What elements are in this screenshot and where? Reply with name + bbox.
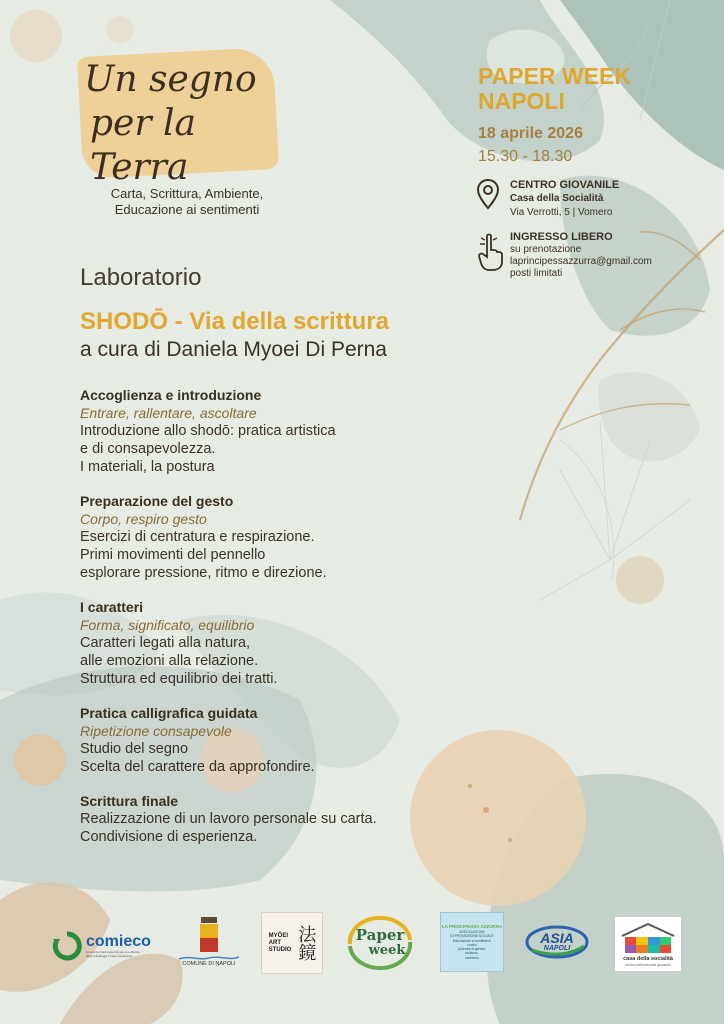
- section-line: alle emozioni alla relazione.: [80, 653, 259, 669]
- comune-napoli-logo[interactable]: [176, 910, 242, 972]
- recycle-icon: [52, 931, 82, 961]
- comieco-tagline-2: degli Imballaggi a base Cellulosica: [86, 954, 133, 958]
- principessa-line-8: razzismo: [465, 955, 479, 960]
- event-name-line-1: PAPER WEEK: [478, 63, 631, 89]
- comune-name: COMUNE DI NAPOLI: [182, 961, 236, 967]
- principessa-line-7: bullismo,: [465, 951, 479, 956]
- entry-line-3: posti limitati: [510, 268, 563, 279]
- comieco-tagline-1: Consorzio Nazionale Recupero e Riciclo: [86, 950, 140, 954]
- section-line: Realizzazione di un lavoro personale su carta.: [80, 811, 377, 827]
- section-title: Accoglienza e introduzione: [80, 387, 262, 403]
- myoei-line-2: ART: [268, 939, 281, 946]
- myoei-calligraphy: 法鏡: [295, 925, 317, 961]
- section-welcome: [80, 386, 500, 476]
- casa-socialita-logo[interactable]: [614, 916, 682, 972]
- section-line: Struttura ed equilibrio dei tratti.: [80, 671, 278, 687]
- principessa-line-3: DI PROMOZIONE SOCIALE: [450, 934, 494, 939]
- paper-week-line-1: Paper: [355, 926, 405, 944]
- house-icon: [619, 922, 677, 956]
- section-subtitle: Ripetizione consapevole: [80, 723, 232, 739]
- section-line: Primi movimenti del pennello: [80, 547, 266, 563]
- poster-title: [84, 58, 284, 190]
- section-line: Scelta del carattere da approfondire.: [80, 759, 315, 775]
- myoei-line-1: MYŌEI: [268, 932, 288, 939]
- section-final: [80, 792, 500, 846]
- casa-line-1: casa della socialità: [623, 955, 673, 962]
- lab-label: Laboratorio: [80, 264, 202, 291]
- paper-week-logo[interactable]: [340, 914, 420, 972]
- venue-address: Via Verrotti, 5 | Vomero: [510, 207, 613, 218]
- section-title: I caratteri: [80, 599, 144, 615]
- venue-name: CENTRO GIOVANILE: [510, 179, 620, 191]
- section-subtitle: Corpo, respiro gesto: [80, 511, 207, 527]
- section-line: Studio del segno: [80, 741, 189, 757]
- event-name-line-2: NAPOLI: [478, 88, 565, 114]
- principessa-line-5: contro: [467, 942, 477, 947]
- section-line: I materiali, la postura: [80, 459, 215, 475]
- asia-napoli-logo[interactable]: [524, 922, 590, 962]
- myoei-line-3: STUDIO: [268, 946, 292, 953]
- section-line: e di consapevolezza.: [80, 441, 216, 457]
- subtitle-line-2: Educazione ai sentimenti: [114, 202, 260, 217]
- section-title: Pratica calligrafica guidata: [80, 705, 258, 721]
- section-line: Condivisione di esperienza.: [80, 829, 258, 845]
- principessa-line-6: violenza di genere,: [457, 947, 487, 952]
- asia-line-2: NAPOLI: [543, 944, 571, 952]
- venue-info: [510, 178, 619, 220]
- entry-email[interactable]: laprincipessazzurra@gmail.com: [510, 256, 652, 267]
- title-line-2: per la Terra: [90, 103, 196, 188]
- city-crest-icon: [196, 915, 222, 955]
- sponsor-logos: [48, 910, 688, 974]
- section-line: Esercizi di centratura e respirazione.: [80, 529, 315, 545]
- section-title: Scrittura finale: [80, 793, 179, 809]
- title-line-1: Un segno: [84, 59, 257, 100]
- section-title: Preparazione del gesto: [80, 493, 234, 509]
- event-name: [478, 64, 698, 114]
- principessa-azzurra-logo[interactable]: [440, 912, 504, 972]
- comieco-name: comieco: [86, 933, 151, 950]
- event-time: 15.30 - 18.30: [478, 148, 573, 165]
- poster-subtitle: [82, 186, 292, 218]
- entry-title: INGRESSO LIBERO: [510, 231, 613, 243]
- section-practice: [80, 704, 500, 776]
- event-date: 18 aprile 2026: [478, 125, 583, 142]
- section-characters: [80, 598, 500, 688]
- casa-line-2: centro polifunzionale giovanile: [625, 962, 671, 967]
- section-line: Introduzione allo shodō: pratica artistica: [80, 423, 336, 439]
- lab-name: SHODŌ - Via della scrittura: [80, 308, 389, 335]
- section-line: esplorare pressione, ritmo e direzione.: [80, 565, 327, 581]
- subtitle-line-1: Carta, Scrittura, Ambiente,: [110, 186, 264, 201]
- section-subtitle: Entrare, rallentare, ascoltare: [80, 405, 257, 421]
- location-pin-icon: [476, 178, 500, 210]
- section-line: Caratteri legati alla natura,: [80, 635, 251, 651]
- myoei-art-studio-logo[interactable]: [261, 912, 323, 974]
- asia-line-1: ASIA: [540, 929, 574, 946]
- entry-info: [510, 230, 652, 280]
- program-sections: [80, 386, 500, 862]
- hand-pointer-icon: [476, 232, 504, 272]
- principessa-line-2: ASSOCIAZIONE: [459, 929, 485, 934]
- principessa-line-4: Educazione ai sentimenti: [453, 938, 491, 943]
- paper-week-line-2: week: [368, 943, 406, 958]
- lab-curator: a cura di Daniela Myoei Di Perna: [80, 338, 387, 361]
- principessa-line-1: LA PRINCIPESSA AZZURRA: [441, 923, 503, 929]
- comieco-logo[interactable]: [52, 924, 164, 968]
- entry-line-1: su prenotazione: [510, 244, 582, 255]
- venue-place: Casa della Socialità: [510, 193, 604, 204]
- section-gesture: [80, 492, 500, 582]
- section-subtitle: Forma, significato, equilibrio: [80, 617, 255, 633]
